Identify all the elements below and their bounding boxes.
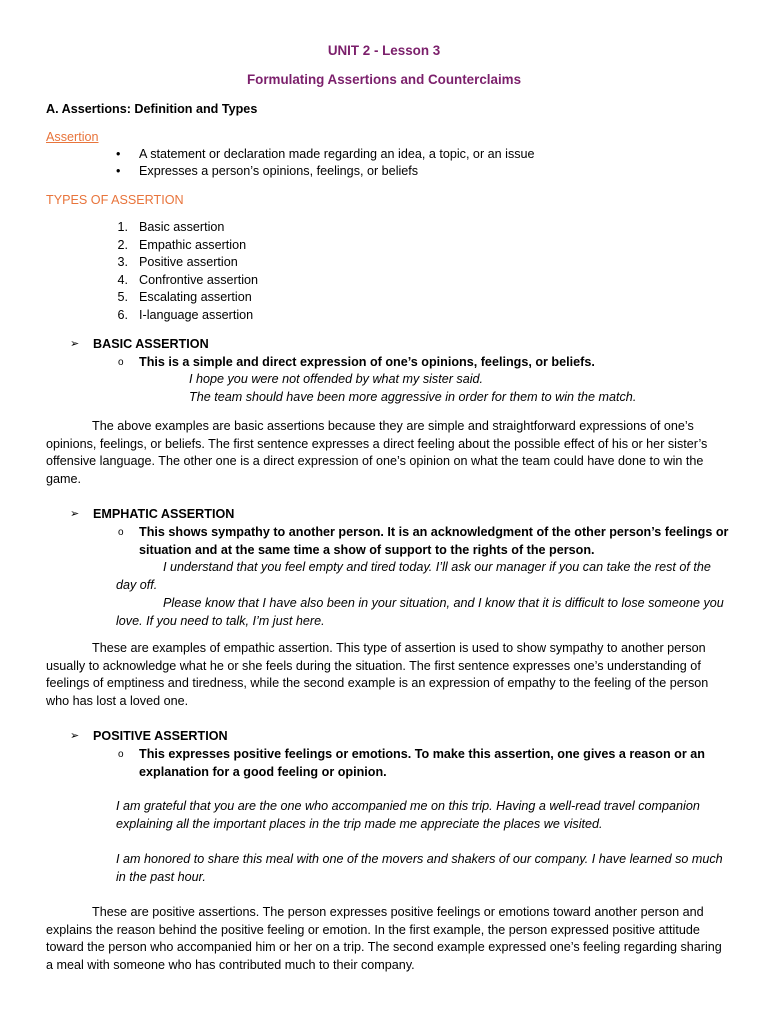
type-item: Positive assertion bbox=[139, 255, 238, 269]
bullet-icon: • bbox=[116, 147, 121, 161]
assertion-bullet-2: Expresses a person’s opinions, feelings, or beliefs bbox=[139, 164, 419, 178]
empathic-heading: EMPHATIC ASSERTION bbox=[93, 507, 235, 521]
arrow-bullet-icon: ➢ bbox=[70, 508, 80, 520]
bullet-icon: • bbox=[116, 164, 121, 178]
type-item: Escalating assertion bbox=[139, 290, 252, 304]
empathic-definition: This shows sympathy to another person. It is an acknowledgment of the other person’s feelings or situation and at the same time a show of support to the rights of the person. bbox=[139, 525, 729, 557]
circle-bullet-icon: o bbox=[118, 527, 124, 538]
type-number: 6. bbox=[117, 308, 128, 322]
positive-definition: This expresses positive feelings or emotions. To make this assertion, one gives a reason or an explanation for a good feeling or opinion. bbox=[139, 747, 705, 779]
type-item: Basic assertion bbox=[139, 220, 225, 234]
type-number: 5. bbox=[117, 290, 128, 304]
basic-explanation: The above examples are basic assertions because they are simple and straightforward expressions of one’s opinions, feelings, or beliefs. The first sentence expresses a direct feeling about the possible effect of his or her sister’s offensive language. The other one is a direct expression of one’s opinion on what the team could have done to win the game. bbox=[46, 419, 708, 487]
section-a-heading: A. Assertions: Definition and Types bbox=[46, 102, 258, 116]
positive-example-1: I am grateful that you are the one who accompanied me on this trip. Having a well-read travel companion explaining all the important places in the trip made me appreciate the places we visited. bbox=[116, 799, 700, 831]
positive-heading: POSITIVE ASSERTION bbox=[93, 729, 228, 743]
unit-title: UNIT 2 - Lesson 3 bbox=[327, 43, 441, 58]
assertion-label: Assertion bbox=[46, 130, 99, 144]
type-number: 3. bbox=[117, 255, 128, 269]
type-number: 1. bbox=[117, 220, 128, 234]
circle-bullet-icon: o bbox=[118, 357, 124, 368]
type-number: 4. bbox=[117, 273, 128, 287]
type-item: Empathic assertion bbox=[139, 238, 247, 252]
basic-example-1: I hope you were not offended by what my sister said. bbox=[189, 372, 484, 386]
basic-heading: BASIC ASSERTION bbox=[93, 337, 209, 351]
types-heading: TYPES OF ASSERTION bbox=[46, 193, 184, 207]
basic-definition: This is a simple and direct expression of one’s opinions, feelings, or beliefs. bbox=[139, 355, 595, 369]
arrow-bullet-icon: ➢ bbox=[70, 338, 80, 350]
circle-bullet-icon: o bbox=[118, 749, 124, 760]
positive-example-2: I am honored to share this meal with one of the movers and shakers of our company. I have learned so much in the past hour. bbox=[116, 852, 723, 884]
lesson-title: Formulating Assertions and Counterclaims bbox=[246, 72, 522, 87]
arrow-bullet-icon: ➢ bbox=[70, 730, 80, 742]
empathic-example-1: I understand that you feel empty and tired today. I’ll ask our manager if you can take the rest of the day off. bbox=[116, 560, 711, 592]
empathic-example-2: Please know that I have also been in your situation, and I know that it is difficult to lose someone you love. If you need to talk, I’m just here. bbox=[116, 596, 724, 628]
type-number: 2. bbox=[117, 238, 128, 252]
type-item: Confrontive assertion bbox=[139, 273, 259, 287]
assertion-bullet-1: A statement or declaration made regarding an idea, a topic, or an issue bbox=[139, 147, 535, 161]
empathic-explanation: These are examples of empathic assertion. This type of assertion is used to show sympathy to another person usually to acknowledge what he or she feels during the situation. The first sentence expresses one’s understanding of feelings of emptiness and tiredness, while the second example is an expression of empathy to the feeling of the person who has lost a loved one. bbox=[46, 641, 709, 709]
positive-explanation: These are positive assertions. The person expresses positive feelings or emotions toward another person and explains the reason behind the positive feeling or emotion. In the first example, the person expressed positive attitude toward the person who accompanied him or her on a trip. The second example expressed one’s feeling regarding sharing a meal with someone who has contributed much to their company. bbox=[46, 905, 722, 973]
basic-example-2: The team should have been more aggressive in order for them to win the match. bbox=[189, 390, 637, 404]
type-item: I-language assertion bbox=[139, 308, 254, 322]
